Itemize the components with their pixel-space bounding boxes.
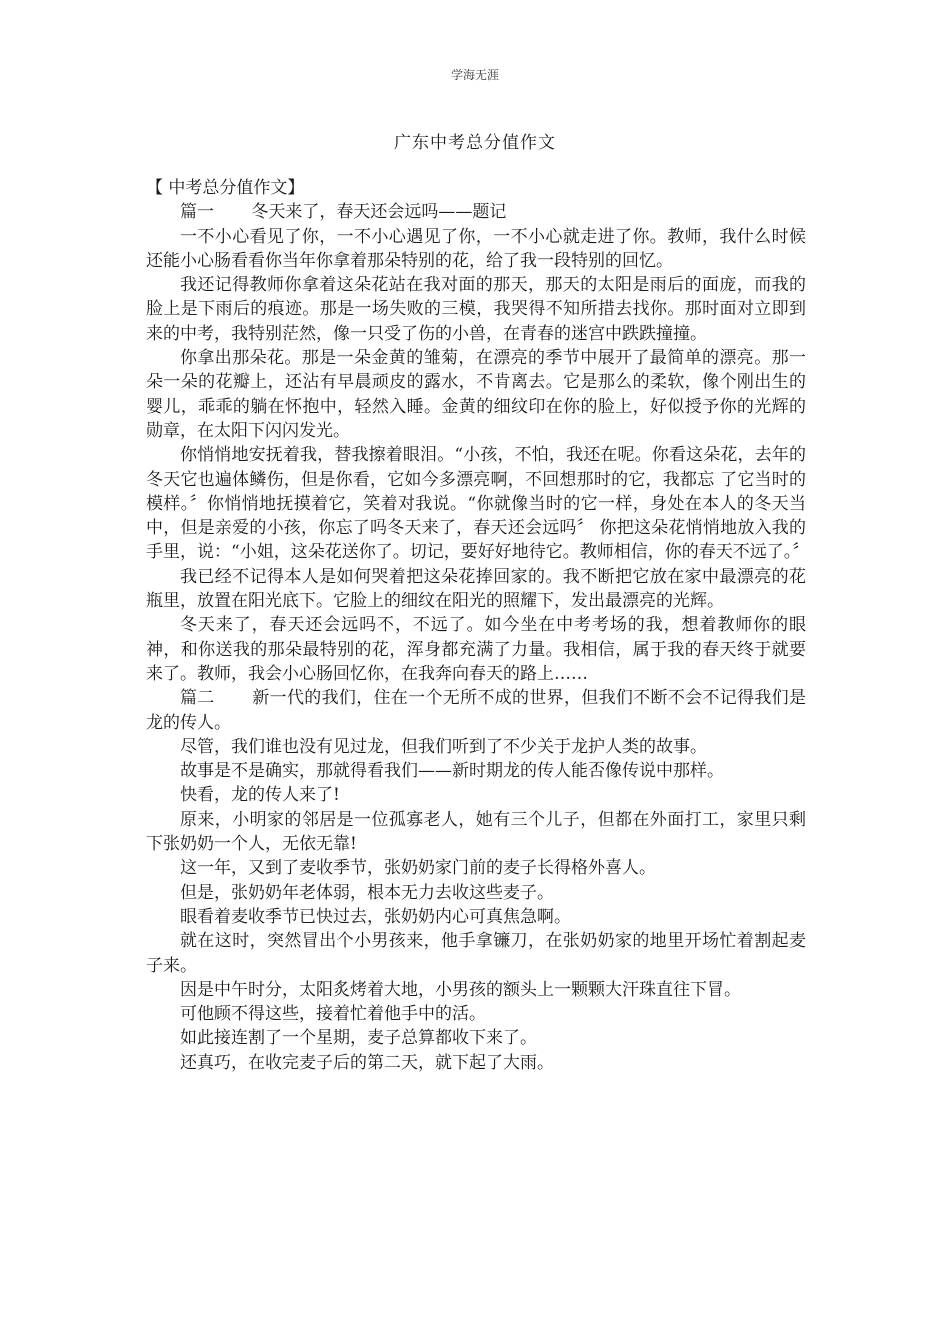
paragraph: 眼看着麦收季节已快过去，张奶奶内心可真焦急啊。 xyxy=(180,906,571,927)
essay2-heading xyxy=(146,686,806,735)
essay1-label: 篇一 xyxy=(180,202,214,223)
paragraph: 这一年，又到了麦收季节，张奶奶家门前的麦子长得格外喜人。 xyxy=(180,858,656,879)
paragraph: 如此接连割了一个星期，麦子总算都收下来了。 xyxy=(180,1028,537,1049)
paragraph: 原来，小明家的邻居是一位孤寡老人，她有三个儿子，但都在外面打工，家里只剩下张奶奶一个人，无依无靠! xyxy=(146,809,806,855)
paragraph: 你拿出那朵花。那是一朵金黄的雏菊，在漂亮的季节中展开了最简单的漂亮。那一朵一朵的花瓣上，还沾有早晨顽皮的露水，不肯离去。它是那么的柔软，像个刚出生的婴儿，乖乖的躺在怀抱中，轻然入睡。金黄的细纹印在你的脸上，好似授予你的光辉的勋章，在太阳下闪闪发光。 xyxy=(146,348,806,441)
paragraph: 因是中午时分，太阳炙烤着大地，小男孩的额头上一颗颗大汗珠直往下冒。 xyxy=(180,979,741,1000)
paragraph: 你悄悄地安抚着我，替我擦着眼泪。“小孩，不怕，我还在呢。你看这朵花，去年的冬天它也遍体鳞伤，但是你看，它如今多漂亮啊，不回想那时的它，我都忘 了它当时的模样。〞你悄悄地抚摸着它，笑着对我说。“你就像当时的它一样，身处在本人的冬天当中，但是亲爱的小孩，你忘了吗冬天来了，春天还会远吗〞 你把这朵花悄悄地放入我的手里，说：“小姐，这朵花送你了。切记，要好好地待它。教师相信，你的春天不远了。〞 xyxy=(146,445,810,563)
paragraph: 一不小心看见了你，一不小心遇见了你，一不小心就走进了你。教师，我什么时候还能小心肠看看你当年你拿着那朵特别的花，给了我一段特别的回忆。 xyxy=(146,226,806,271)
paragraph: 尽管，我们谁也没有见过龙，但我们听到了不少关于龙护人类的故事。 xyxy=(180,736,707,757)
essay2-label: 篇二 xyxy=(180,688,215,709)
page-header: 学海无涯 xyxy=(450,68,499,82)
paragraph: 我还记得教师你拿着这朵花站在我对面的那天，那天的太阳是雨后的面庞，而我的脸上是下雨后的痕迹。那是一场失败的三模，我哭得不知所措去找你。那时面对立即到来的中考，我特别茫然，像一只受了伤的小兽，在青春的迷宫中跌跌撞撞。 xyxy=(146,275,806,344)
essay1-title: 冬天来了，春天还会远吗——题记 xyxy=(251,202,507,223)
paragraph: 可他顾不得这些，接着忙着他手中的活。 xyxy=(180,1004,486,1025)
paragraph: 还真巧，在收完麦子后的第二天，就下起了大雨。 xyxy=(180,1052,554,1073)
document-title: 广东中考总分值作文 xyxy=(394,133,556,153)
essay1-heading xyxy=(146,200,806,224)
essay2-first-paragraph: 新一代的我们，住在一个无所不成的世界，但我们不断不会不记得我们是龙的传人。 xyxy=(146,688,806,733)
paragraph: 冬天来了，春天还会远吗不，不远了。如今坐在中考考场的我，想着教师你的眼神，和你送我的那朵最特别的花，浑身都充满了力量。我相信，属于我的春天终于就要来了。教师，我会小心肠回忆你，在我奔向春天的路上…… xyxy=(146,615,806,684)
paragraph: 快看，龙的传人来了! xyxy=(180,785,340,806)
paragraph: 故事是不是确实，那就得看我们——新时期龙的传人能否像传说中那样。 xyxy=(180,761,724,782)
document-body xyxy=(146,176,810,1075)
paragraph: 我已经不记得本人是如何哭着把这朵花捧回家的。我不断把它放在家中最漂亮的花瓶里，放置在阳光底下。它脸上的细纹在阳光的照耀下，发出最漂亮的光辉。 xyxy=(146,566,806,612)
section-label: 【 中考总分值作文】 xyxy=(146,178,305,198)
paragraph: 就在这时，突然冒出个小男孩来，他手拿镰刀，在张奶奶家的地里开场忙着割起麦子来。 xyxy=(146,931,806,976)
paragraph: 但是，张奶奶年老体弱，根本无力去收这些麦子。 xyxy=(180,882,554,903)
